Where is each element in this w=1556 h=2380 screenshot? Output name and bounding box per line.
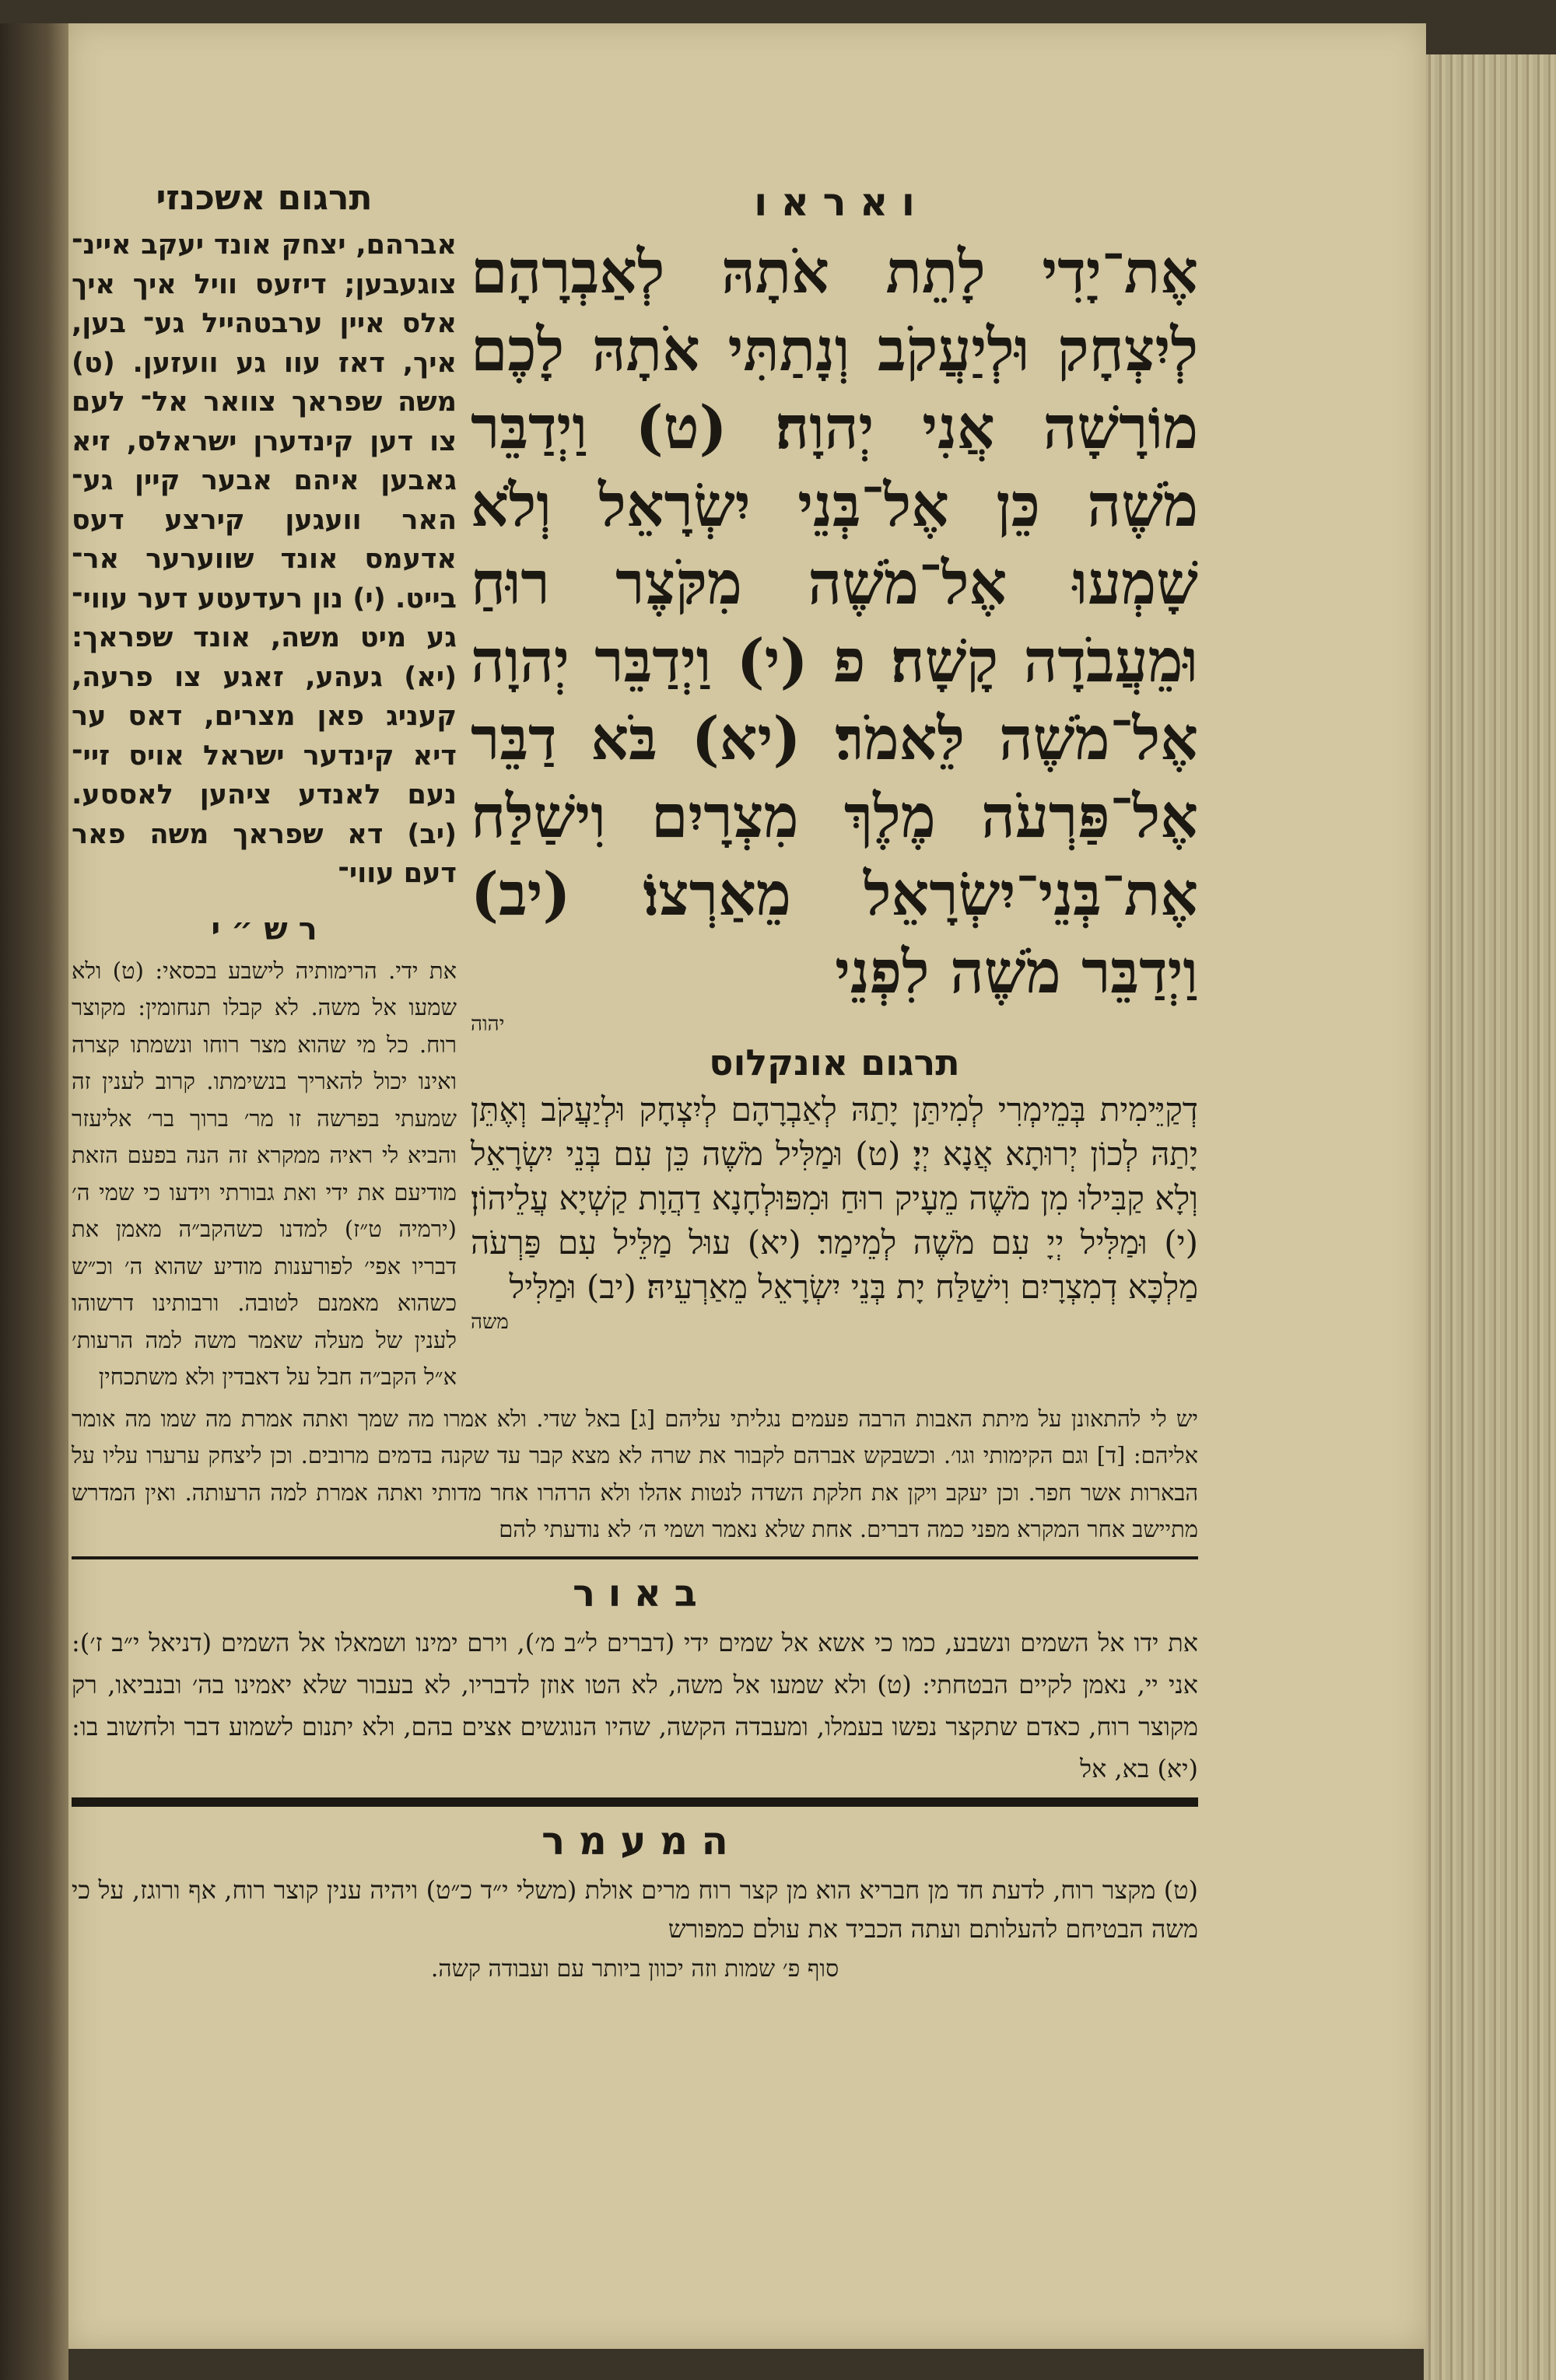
biur-text: את ידו אל השמים ונשבע, כמו כי אשא אל שמים ידי (דברים ל״ב מ׳), וירם ימינו ושמאלו אל השמים (דניאל י״ב ז׳): אני יי, נאמן לקיים הבטחתי: (ט) ולא שמעו אל משה, לא הטו אוזן לדבריו, לא בעבור שלא יאמינו בה׳ ובנביאו, רק מקוצר רוח, כאדם שתקצר נפשו בעמלו, ומעבדה הקשה, שהיו הנוגשים אצים בהם, ולא יתנום לשמוע דבר ולחשוב בו: (יא) בא, אל xyxy=(72,1627,1198,1783)
rashi-header: ר ש ״ י xyxy=(211,911,317,947)
right-column xyxy=(72,171,457,1396)
main-catchword: יהוה xyxy=(471,1013,505,1036)
onkelos-catchword: משה xyxy=(471,1311,509,1334)
page-edges xyxy=(1424,54,1556,2380)
onkelos-text: דְקַיֵּימִית בְּמֵימְרִי לְמִיתַּן יָתַהּ לְאַבְרָהָם לְיִצְחָק וּלְיַעֲקֹב וְאֶתֵּן יָתַהּ לְכוֹן יְרוּתָא אֲנָא יְיָ׃ (ט) וּמַלִּיל מֹשֶׁה כֵּן עִם בְּנֵי יִשְׂרָאֵל וְלָא קַבִּילוּ מִן מֹשֶׁה מֵעָיק רוּחַ וּמִפּוּלְחָנָא דַהֲוָת קַשְׁיָא עֲלֵיהוֹן׃ (י) וּמַלִּיל יְיָ עִם מֹשֶׁה לְמֵימַר׃ (יא) עוּל מַלֵּיל עִם פַּרְעֹה מַלְכָּא דְמִצְרָיִם וִישַׁלַּח יָת בְּנֵי יִשְׂרָאֵל מֵאַרְעֵיהּ׃ (יב) וּמַלִּיל xyxy=(471,1090,1198,1306)
biur-header: ב א ו ר xyxy=(573,1571,697,1615)
book-page xyxy=(68,23,1426,2349)
hameamar-end: סוף פ׳ שמות וזה יכוון ביותר עם ועבודה קשה. xyxy=(430,1955,839,1983)
rashi-text: את ידי. הרימותיה לישבע בכסאי: (ט) ולא שמעו אל משה. לא קבלו תנחומין: מקוצר רוח. כל מי שהוא מצר רוחו ונשמתו קצרה ואינו יכול להאריך בנשימתו. קרוב לענין זה שמעתי בפרשה זו מר׳ ברוך בר׳ אליעזר והביא לי ראיה ממקרא זה הנה בפעם הזאת מודיעם את ידי ואת גבורתי וידעו כי שמי ה׳ (ירמיה ט״ז) למדנו כשהקב״ה מאמן את דבריו אפי׳ לפורענות מודיע שהוא ה׳ וכ״ש כשהוא מאמנם לטובה. ורבותינו דרשוהו לענין של מעלה שאמר משה למה הרעות׳ א״ל הקב״ה חבל על דאבדין ולא משתכחין xyxy=(72,957,457,1390)
parasha-header: ו א ר א ו xyxy=(754,180,915,225)
onkelos-header: תרגום אונקלוס xyxy=(709,1041,960,1083)
book-spine-shadow xyxy=(0,23,68,2380)
targum-ashkenazi-header: תרגום אשכנזי xyxy=(156,178,373,218)
rashi-text-continued: יש לי להתאונן על מיתת האבות הרבה פעמים נגליתי עליהם [ג] באל שדי. ולא אמרו מה שמך ואתה אמרת מה שמו מה אומר אליהם: [ד] וגם הקימותי וגו׳. וכשבקש אברהם לקבור את שרה לא מצא קבר עד שקנה בדמים מרובים. וכן ליצחק ערערו עליו על הבארות אשר חפר. וכן יעקב ויקן את חלקת השדה לנטות אהלו ולא הרהרו אחר מדותי ואתה אמרת למה הרעותה. ואין המדרש מתיישב אחר המקרא מפני כמה דברים. אחת שלא נאמר ושמי ה׳ לא נודעתי להם xyxy=(72,1405,1198,1542)
hameamar-header: ה מ ע מ ר xyxy=(541,1818,728,1864)
thick-divider xyxy=(72,1797,1198,1807)
divider xyxy=(72,1556,1198,1559)
left-column xyxy=(471,171,1198,1396)
torah-text: אֶת־יָדִי לָתֵת אֹתָהּ לְאַבְרָהָם לְיִצְחָק וּלְיַעֲקֹב וְנָתַתִּי אֹתָהּ לָכֶם מוֹרָשָׁה אֲנִי יְהוָה׃ (ט) וַיְדַבֵּר מֹשֶׁה כֵּן אֶל־בְּנֵי יִשְׂרָאֵל וְלֹא שָׁמְעוּ אֶל־מֹשֶׁה מִקֹּצֶר רוּחַ וּמֵעֲבֹדָה קָשָׁה׃ פ (י) וַיְדַבֵּר יְהוָה אֶל־מֹשֶׁה לֵּאמֹר׃ (יא) בֹּא דַבֵּר אֶל־פַּרְעֹה מֶלֶךְ מִצְרָיִם וִישַׁלַּח אֶת־בְּנֵי־יִשְׂרָאֵל מֵאַרְצוֹ׃ (יב) וַיְדַבֵּר מֹשֶׁה לִפְנֵי xyxy=(471,237,1198,1006)
two-column-area xyxy=(72,171,1198,1396)
hameamar-text: (ט) מקצר רוח, לדעת חד מן חבריא הוא מן קצר רוח מרים אולת (משלי י״ד כ״ט) ויהיה ענין קוצר רוח, אף ורוגז, על כי משה הבטיחם להעלותם ועתה הכביד את עולם כמפורש xyxy=(72,1874,1198,1944)
targum-ashkenazi-text: אברהם, יצחק אונד יעקב איינ־ צוגעבען; דיזעס וויל איך איך אלס איין ערבטהייל גע־ בען, איך, דאז עוו גע וועזען. (ט) משה שפראך צוואר אל־ לעם צו דען קינדערן ישראלס, זיא גאבען איהם אבער קיין גע־ האר וועגען קירצע דעס אדעמס אונד שווערער אר־ בייט. (י) נון רעדעטע דער עווי־ גע מיט משה, אונד שפראך: (יא) געהע, זאגע צו פרעה, קעניג פאן מצרים, דאס ער דיא קינדער ישראל אויס זיי־ נעם לאנדע ציהען לאססע. (יב) דא שפראך משה פאר דעם עווי־ xyxy=(72,229,457,889)
